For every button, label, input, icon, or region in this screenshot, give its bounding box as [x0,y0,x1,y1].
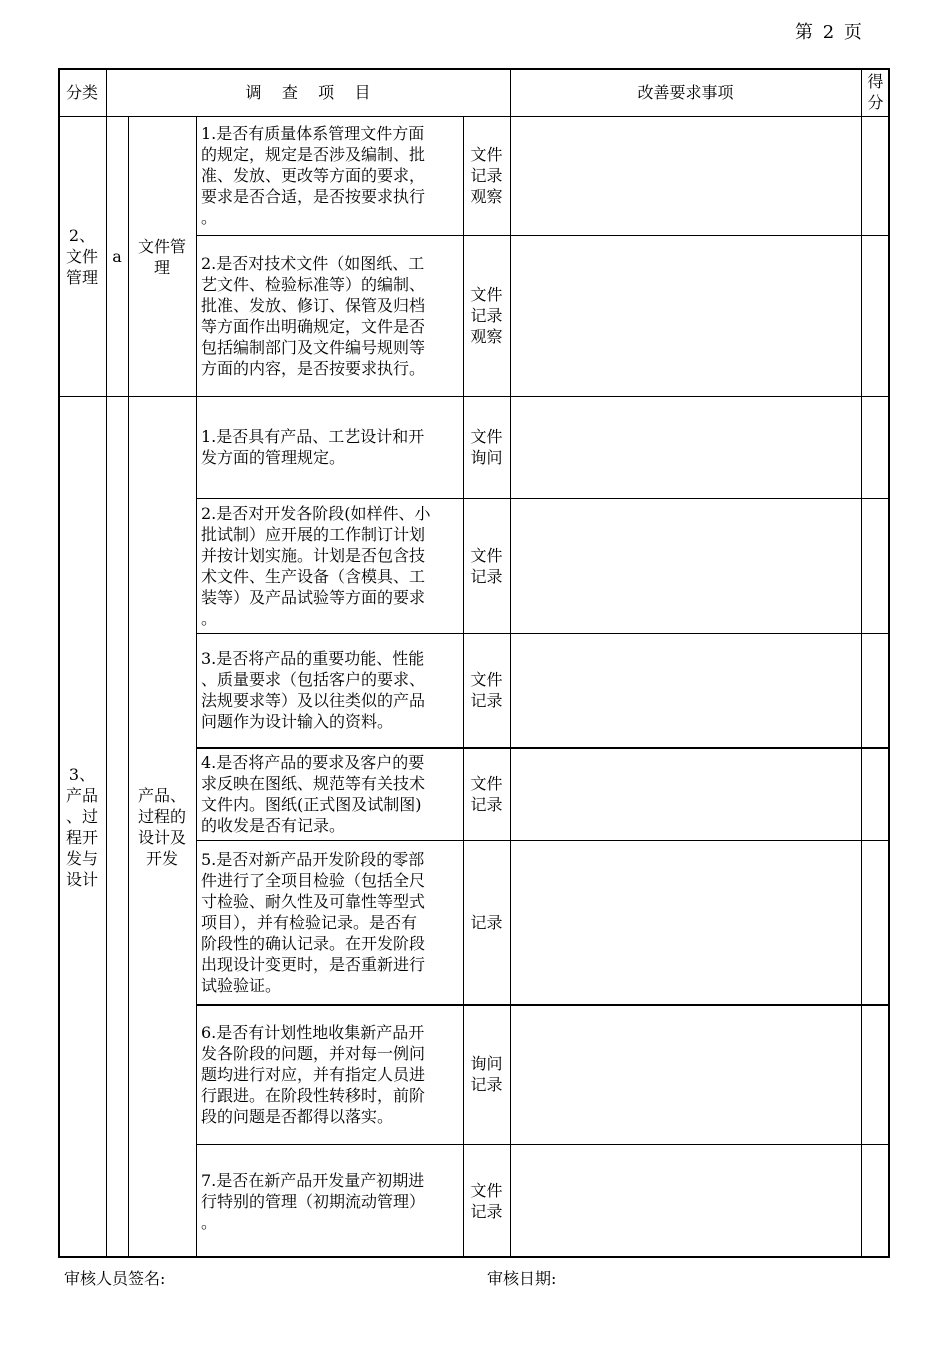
survey-item-text: 3.是否将产品的重要功能、性能 、质量要求（包括客户的要求、 法规要求等）及以往类似的产品 问题作为设计输入的资料。 [201,649,426,731]
survey-item-text: 2.是否对技术文件（如图纸、工 艺文件、检验标准等）的编制、 批准、发放、修订、保管及归档 等方面作出明确规定，文件是否 包括编制部门及文件编号规则等 方面的内容，是否按要求执行。 [201,253,426,378]
survey-method: 文件 记录 [470,1181,503,1221]
survey-method: 文件 记录 [470,670,503,710]
section-category: 2、 文件 管理 [65,225,98,287]
auditor-signature-label: 审核人员签名: [64,1269,166,1288]
survey-item-text: 6.是否有计划性地收集新产品开 发各阶段的问题，并对每一例问 题均进行对应，并有指定人员进 行跟进。在阶段性转移时，前阶 段的问题是否都得以落实。 [201,1022,426,1126]
survey-method: 文件 记录 观察 [470,285,503,346]
section-sub-label: a [112,246,122,266]
col-divider [510,68,511,1258]
survey-item-text: 7.是否在新产品开发量产初期进 行特别的管理（初期流动管理） 。 [201,1170,426,1232]
header-survey-items: 调 查 项 目 [245,82,371,102]
col-divider [861,68,862,1258]
survey-item-text: 1.是否有质量体系管理文件方面 的规定，规定是否涉及编制、批 准、发放、更改等方面的要求， 要求是否合适，是否按要求执行 。 [201,124,426,227]
section-topic: 文件管 理 [137,237,186,277]
header-improvement: 改善要求事项 [637,82,734,102]
survey-item-text: 1.是否具有产品、工艺设计和开 发方面的管理规定。 [201,427,425,467]
survey-method: 文件 记录 [470,545,503,586]
survey-method: 询问 记录 [470,1054,503,1094]
survey-item-text: 2.是否对开发各阶段(如样件、小 批试制）应开展的工作制订计划 并按计划实施。计划是否包含技 术文件、生产设备（含模具、工 装等）及产品试验等方面的要求 。 [201,503,431,628]
survey-method: 记录 [470,912,503,932]
header-score: 得 分 [867,72,884,112]
section-category: 3、 产品 、过 程开 发与 设计 [65,765,98,889]
survey-method: 文件 记录 [470,773,503,814]
audit-date-label: 审核日期: [487,1269,557,1288]
page-number: 第 2 页 [795,22,864,43]
survey-item-text: 5.是否对新产品开发阶段的零部 件进行了全项目检验（包括全尺 寸检验、耐久性及可靠性等型式 项目），并有检验记录。是否有 阶段性的确认记录。在开发阶段 出现设计变更时，是否重新进行 试验验证。 [201,849,426,995]
survey-method: 文件 记录 观察 [470,145,503,206]
section-topic: 产品、 过程的 设计及 开发 [137,786,186,868]
header-category: 分类 [65,82,98,102]
section-sub-label [106,396,128,1258]
survey-item-text: 4.是否将产品的要求及客户的要 求反映在图纸、规范等有关技术 文件内。图纸(正式图及试制图) 的收发是否有记录。 [201,752,426,835]
survey-method: 文件 询问 [470,427,503,467]
